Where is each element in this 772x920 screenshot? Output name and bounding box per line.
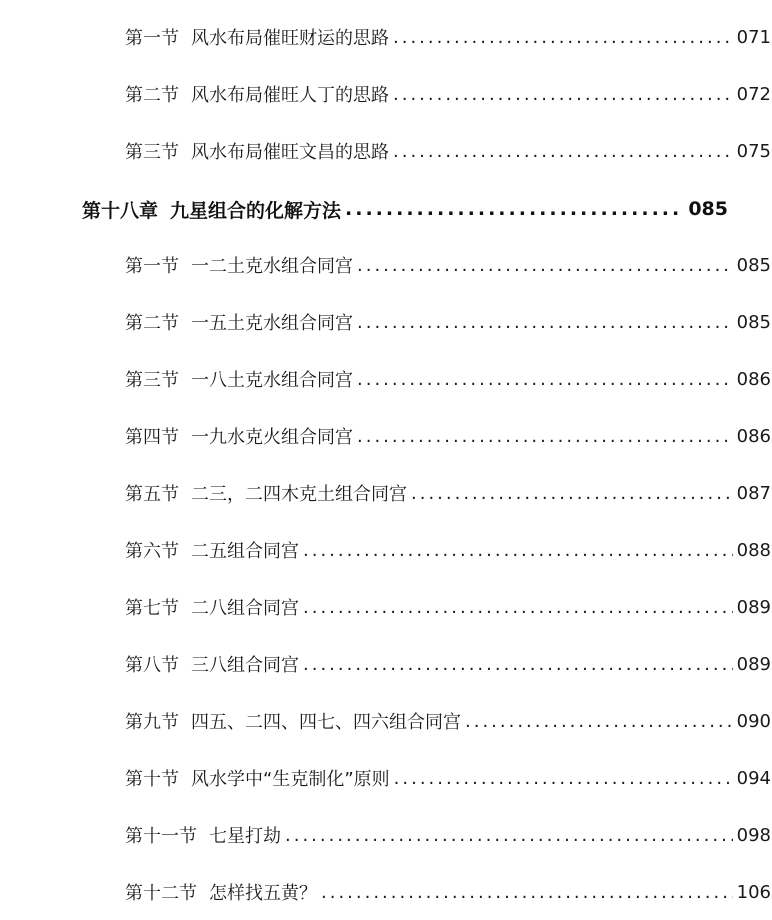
toc-chapter-number: 第十八章 — [82, 199, 159, 222]
toc-page-number: 086 — [736, 425, 771, 447]
toc-chapter-label — [82, 196, 341, 223]
toc-entry-label — [125, 252, 353, 278]
toc-entry-number: 第四节 — [125, 427, 179, 448]
dot-leader — [357, 255, 733, 276]
toc-page-number: 085 — [688, 198, 728, 220]
toc-page-number: 094 — [736, 767, 771, 789]
toc-entry-title: 一二土克水组合同宫 — [191, 256, 353, 277]
toc-chapter-title: 九星组合的化解方法 — [170, 199, 342, 222]
toc-entry-label — [125, 822, 281, 848]
toc-page-number: 098 — [736, 824, 771, 846]
toc-entry-number: 第六节 — [125, 541, 179, 562]
toc-entry[interactable] — [0, 364, 772, 394]
toc-entry[interactable] — [0, 250, 772, 280]
toc-entry-title: 七星打劫 — [209, 826, 281, 847]
toc-entry-title: 三八组合同宫 — [191, 655, 299, 676]
toc-entry[interactable] — [0, 820, 772, 850]
dot-leader — [303, 540, 733, 561]
toc-entry-title: 风水布局催旺财运的思路 — [191, 28, 389, 49]
dot-leader — [393, 141, 733, 162]
toc-entry-number: 第七节 — [125, 598, 179, 619]
toc-chapter-heading[interactable] — [0, 194, 772, 224]
toc-entry-title: 一八土克水组合同宫 — [191, 370, 353, 391]
toc-entry-title: 一五土克水组合同宫 — [191, 313, 353, 334]
toc-entry-number: 第一节 — [125, 28, 179, 49]
toc-entry[interactable] — [0, 22, 772, 52]
toc-entry-title: 二五组合同宫 — [191, 541, 299, 562]
dot-leader — [321, 882, 733, 903]
toc-entry-title: 四五、二四、四七、四六组合同宫 — [191, 712, 461, 733]
dot-leader — [393, 27, 733, 48]
toc-entry-label — [125, 309, 353, 335]
toc-entry-label — [125, 480, 407, 506]
toc-entry-label — [125, 366, 353, 392]
toc-entry-label — [125, 879, 317, 905]
toc-entry-label — [125, 423, 353, 449]
toc-page-number: 090 — [736, 710, 771, 732]
dot-leader — [357, 426, 733, 447]
toc-entry-number: 第五节 — [125, 484, 179, 505]
toc-entry-number: 第二节 — [125, 313, 179, 334]
toc-entry[interactable] — [0, 478, 772, 508]
toc-page-number: 089 — [736, 653, 771, 675]
toc-entry-label — [125, 594, 299, 620]
toc-entry-title: 一九水克火组合同宫 — [191, 427, 353, 448]
toc-page-number: 085 — [736, 311, 771, 333]
dot-leader — [411, 483, 733, 504]
toc-entry-title: 怎样找五黄？ — [209, 883, 317, 904]
toc-entry-title: 二三，二四木克土组合同宫 — [191, 484, 407, 505]
dot-leader — [357, 369, 733, 390]
toc-page-number: 087 — [736, 482, 771, 504]
toc-entry-label — [125, 537, 299, 563]
toc-entry[interactable] — [0, 136, 772, 166]
toc-entry-number: 第九节 — [125, 712, 179, 733]
toc-page-number: 089 — [736, 596, 771, 618]
toc-entry[interactable] — [0, 592, 772, 622]
toc-page-number: 071 — [736, 26, 771, 48]
toc-entry[interactable] — [0, 421, 772, 451]
toc-entry-number: 第十一节 — [125, 826, 197, 847]
toc-page-number: 072 — [736, 83, 771, 105]
toc-entry[interactable] — [0, 307, 772, 337]
toc-entry-number: 第二节 — [125, 85, 179, 106]
dot-leader — [303, 654, 733, 675]
toc-page-number: 106 — [736, 881, 771, 903]
toc-entry-number: 第三节 — [125, 142, 179, 163]
toc-entry-number: 第八节 — [125, 655, 179, 676]
toc-entry-number: 第一节 — [125, 256, 179, 277]
dot-leader — [393, 84, 733, 105]
toc-entry-number: 第十节 — [125, 769, 179, 790]
toc-entry-label — [125, 24, 389, 50]
toc-entry-label — [125, 708, 461, 734]
toc-entry-label — [125, 81, 389, 107]
toc-entry-label — [125, 765, 390, 791]
toc-entry[interactable] — [0, 877, 772, 907]
toc-entry[interactable] — [0, 79, 772, 109]
toc-page-number: 075 — [736, 140, 771, 162]
toc-page-number: 086 — [736, 368, 771, 390]
toc-entry-label — [125, 651, 299, 677]
dot-leader — [345, 198, 684, 220]
toc-entry-number: 第十二节 — [125, 883, 197, 904]
dot-leader — [357, 312, 733, 333]
toc-entry-title: 二八组合同宫 — [191, 598, 299, 619]
toc-entry-number: 第三节 — [125, 370, 179, 391]
toc-entry[interactable] — [0, 535, 772, 565]
toc-entry[interactable] — [0, 706, 772, 736]
toc-entry[interactable] — [0, 649, 772, 679]
toc-entry-title: 风水学中“生克制化”原则 — [191, 769, 390, 790]
toc-entry-title: 风水布局催旺人丁的思路 — [191, 85, 389, 106]
dot-leader — [285, 825, 733, 846]
toc-entry-title: 风水布局催旺文昌的思路 — [191, 142, 389, 163]
toc-page-number: 088 — [736, 539, 771, 561]
dot-leader — [394, 768, 733, 789]
toc-page-number: 085 — [736, 254, 771, 276]
dot-leader — [465, 711, 733, 732]
toc-entry[interactable] — [0, 763, 772, 793]
dot-leader — [303, 597, 733, 618]
toc-entry-label — [125, 138, 389, 164]
